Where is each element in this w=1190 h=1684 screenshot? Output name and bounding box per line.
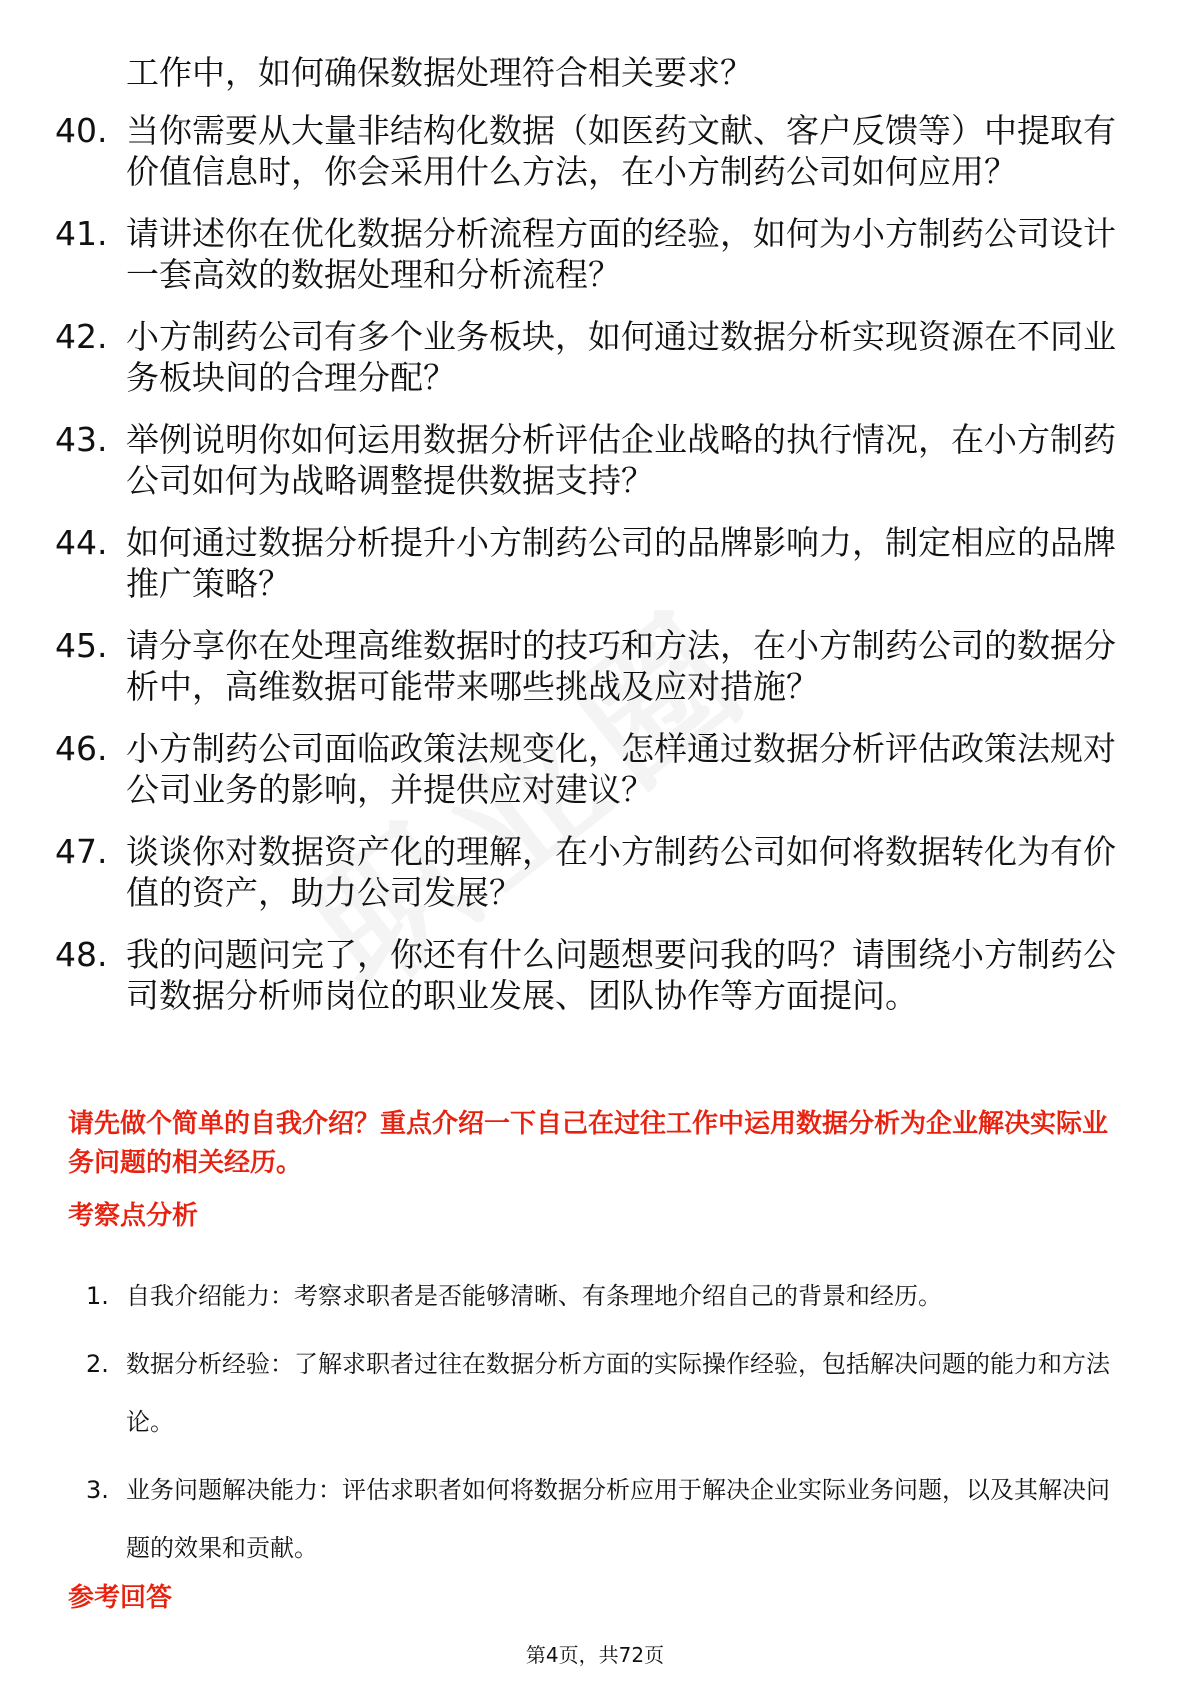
- question-text: 如何通过数据分析提升小方制药公司的品牌影响力，制定相应的品牌推广策略？: [126, 523, 1116, 603]
- question-text: 小方制药公司有多个业务板块，如何通过数据分析实现资源在不同业务板块间的合理分配？: [126, 317, 1116, 397]
- question-text: 举例说明你如何运用数据分析评估企业战略的执行情况，在小方制药公司如何为战略调整提供数据支持？: [126, 420, 1116, 500]
- analysis-point: [86, 1335, 1126, 1451]
- question-number: 42.: [55, 317, 108, 356]
- analysis-point: [86, 1267, 1126, 1325]
- question-item: [55, 934, 1125, 1016]
- question-number: 45.: [55, 626, 108, 665]
- question-text: 请分享你在处理高维数据时的技巧和方法，在小方制药公司的数据分析中，高维数据可能带来哪些挑战及应对措施？: [126, 626, 1116, 706]
- point-number: 2.: [86, 1350, 109, 1378]
- analysis-point-list: [86, 1267, 1126, 1587]
- question-continuation: 工作中，如何确保数据处理符合相关要求？: [126, 53, 753, 92]
- question-number: 43.: [55, 420, 108, 459]
- question-item: [55, 316, 1125, 398]
- question-number: 40.: [55, 111, 108, 150]
- point-text: 数据分析经验：了解求职者过往在数据分析方面的实际操作经验，包括解决问题的能力和方法论。: [126, 1350, 1110, 1436]
- question-text: 谈谈你对数据资产化的理解，在小方制药公司如何将数据转化为有价值的资产，助力公司发展？: [126, 832, 1116, 912]
- point-text: 业务问题解决能力：评估求职者如何将数据分析应用于解决企业实际业务问题，以及其解决问题的效果和贡献。: [126, 1476, 1110, 1562]
- point-number: 1.: [86, 1282, 109, 1310]
- question-item: [55, 419, 1125, 501]
- question-number: 41.: [55, 214, 108, 253]
- point-number: 3.: [86, 1476, 109, 1504]
- analysis-point: [86, 1461, 1126, 1577]
- question-item: [55, 213, 1125, 295]
- question-list: [55, 110, 1125, 1037]
- question-number: 48.: [55, 935, 108, 974]
- question-number: 46.: [55, 729, 108, 768]
- question-text: 我的问题问完了，你还有什么问题想要问我的吗？请围绕小方制药公司数据分析师岗位的职业发展、团队协作等方面提问。: [126, 935, 1116, 1015]
- question-text: 请讲述你在优化数据分析流程方面的经验，如何为小方制药公司设计一套高效的数据处理和分析流程？: [126, 214, 1116, 294]
- analysis-heading: 考察点分析: [68, 1201, 199, 1231]
- question-item: [55, 728, 1125, 810]
- question-number: 44.: [55, 523, 108, 562]
- question-number: 47.: [55, 832, 108, 871]
- question-item: [55, 625, 1125, 707]
- question-item: [55, 110, 1125, 192]
- question-item: [55, 522, 1125, 604]
- point-text: 自我介绍能力：考察求职者是否能够清晰、有条理地介绍自己的背景和经历。: [126, 1282, 942, 1310]
- section-question-heading: 请先做个简单的自我介绍？重点介绍一下自己在过往工作中运用数据分析为企业解决实际业务问题的相关经历。: [68, 1109, 1109, 1178]
- question-text: 当你需要从大量非结构化数据（如医药文献、客户反馈等）中提取有价值信息时，你会采用什么方法，在小方制药公司如何应用？: [126, 111, 1116, 191]
- reference-answer-heading: 参考回答: [68, 1583, 173, 1613]
- question-text: 小方制药公司面临政策法规变化，怎样通过数据分析评估政策法规对公司业务的影响，并提供应对建议？: [126, 729, 1116, 809]
- page-footer: 第4页，共72页: [525, 1643, 665, 1667]
- question-item: [55, 831, 1125, 913]
